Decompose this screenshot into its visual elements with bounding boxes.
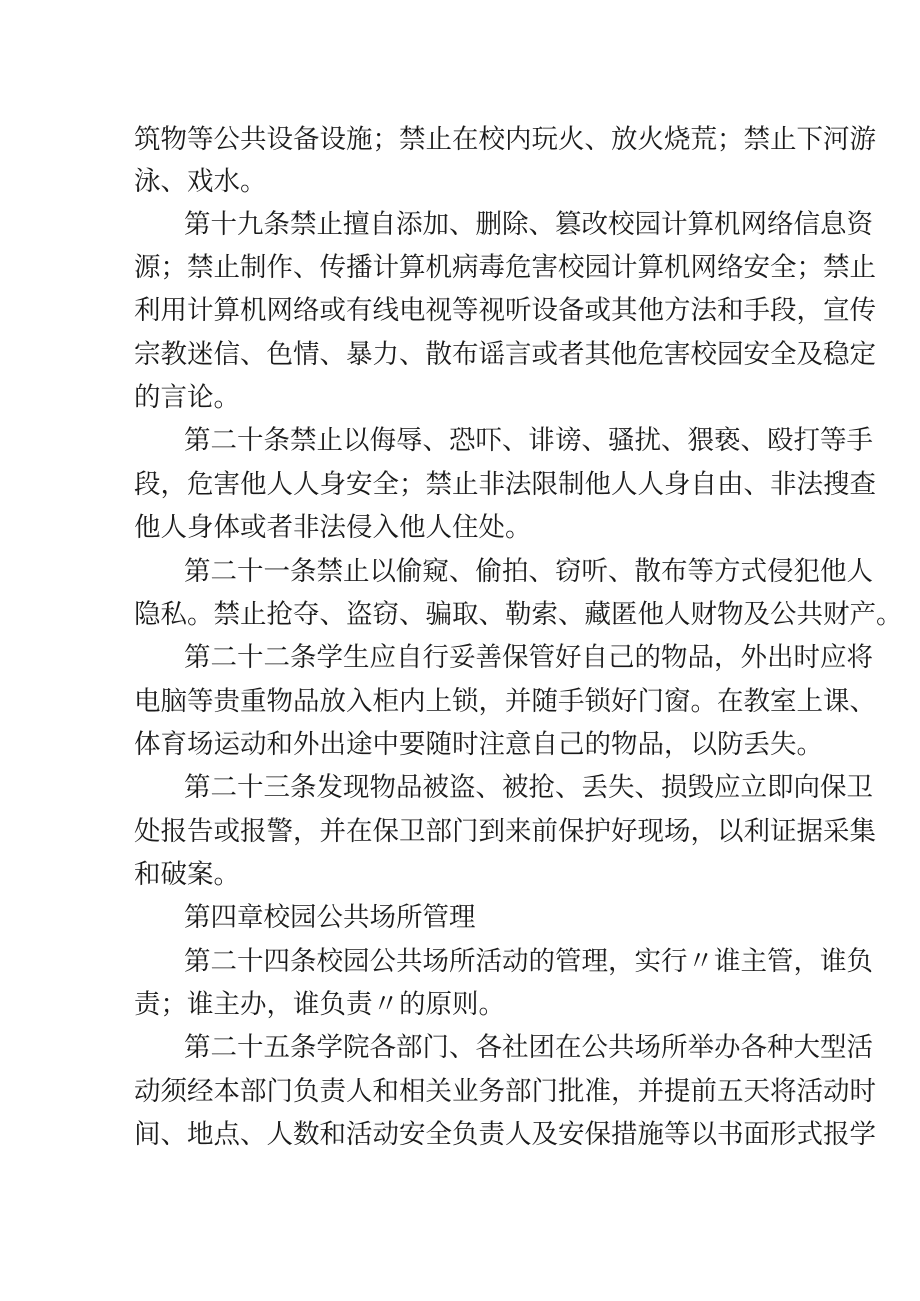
text-line: 宗教迷信、色情、暴力、散布谣言或者其他危害校园安全及稳定: [134, 339, 876, 370]
text-line: 第二十三条发现物品被盗、被抢、丢失、损毁应立即向保卫: [184, 772, 873, 803]
text-line: 第十九条禁止擅自添加、删除、篡改校园计算机网络信息资: [184, 209, 873, 240]
text-line: 责；谁主办，谁负责〃的原则。: [134, 989, 505, 1020]
text-line: 第二十二条学生应自行妥善保管好自己的物品，外出时应将: [184, 642, 873, 673]
text-line: 源；禁止制作、传播计算机病毒危害校园计算机网络安全；禁止: [134, 252, 876, 283]
text-line: 电脑等贵重物品放入柜内上锁，并随手锁好门窗。在教室上课、: [134, 686, 876, 717]
text-line: 第二十五条学院各部门、各社团在公共场所举办各种大型活: [184, 1032, 873, 1063]
text-line: 段，危害他人人身安全；禁止非法限制他人人身自由、非法搜查: [134, 469, 876, 500]
text-line: 的言论。: [134, 382, 240, 413]
text-line: 处报告或报警，并在保卫部门到来前保护好现场，以利证据采集: [134, 816, 876, 847]
text-line: 筑物等公共设备设施；禁止在校内玩火、放火烧荒；禁止下河游: [134, 124, 876, 155]
text-line: 间、地点、人数和活动安全负责人及安保措施等以书面形式报学: [134, 1119, 876, 1150]
text-line: 第二十条禁止以侮辱、恐吓、诽谤、骚扰、猥亵、殴打等手: [184, 425, 873, 456]
text-line: 第二十四条校园公共场所活动的管理，实行〃谁主管，谁负: [184, 946, 873, 977]
text-line: 隐私。禁止抢夺、盗窃、骗取、勒索、藏匿他人财物及公共财产。: [134, 599, 903, 630]
text-line: 和破案。: [134, 859, 240, 890]
text-line: 他人身体或者非法侵入他人住处。: [134, 512, 532, 543]
text-line: 泳、戏水。: [134, 166, 267, 197]
text-line: 第二十一条禁止以偷窥、偷拍、窃听、散布等方式侵犯他人: [184, 556, 873, 587]
text-line: 动须经本部门负责人和相关业务部门批准，并提前五天将活动时: [134, 1076, 876, 1107]
text-line: 体育场运动和外出途中要随时注意自己的物品，以防丢失。: [134, 729, 823, 760]
chapter-heading: 第四章校园公共场所管理: [184, 902, 476, 933]
text-line: 利用计算机网络或有线电视等视听设备或其他方法和手段，宣传: [134, 295, 876, 326]
